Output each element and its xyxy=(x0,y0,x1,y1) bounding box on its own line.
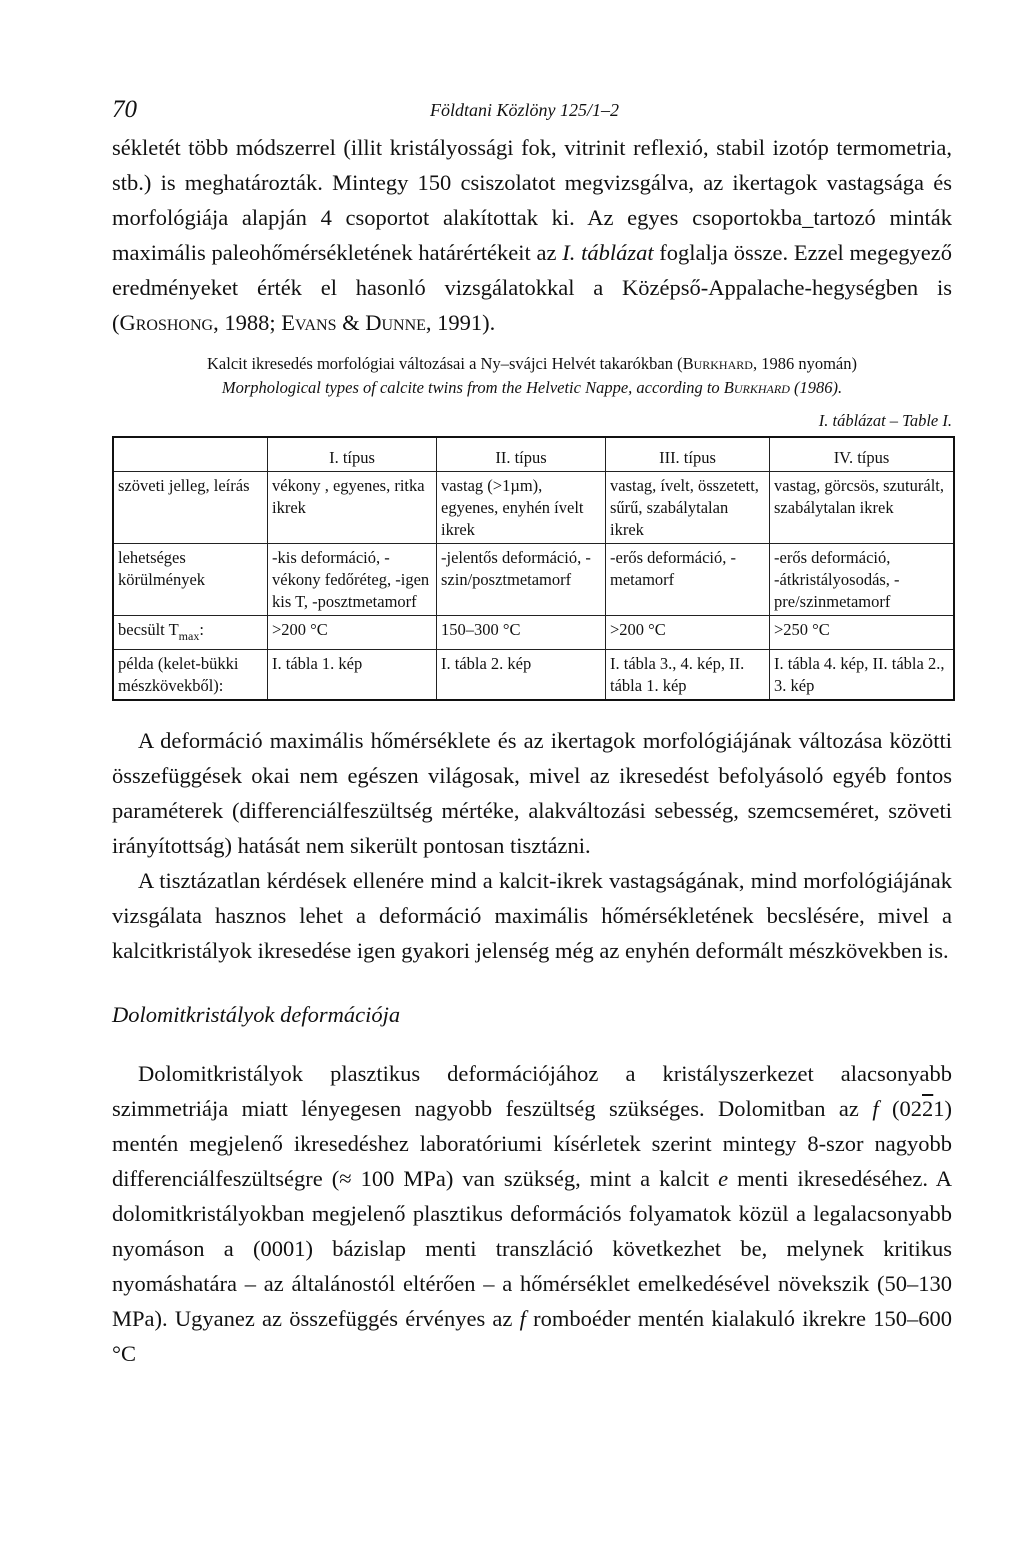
table-cell: vastag (>1µm), egyenes, enyhén ívelt ikrek xyxy=(437,472,606,544)
header-cell-type-1: I. típus xyxy=(268,437,437,472)
table-cell: 150–300 °C xyxy=(437,616,606,650)
intro-paragraph xyxy=(112,130,952,340)
intro-text-2: foglalja össze. Ezzel megegyező eredményeket érték el hasonló vizsgálatokkal a Középső-Appalache-hegységben is ( xyxy=(112,240,952,335)
table-cell: -jelentős deformáció, -szin/posztmetamorf xyxy=(437,544,606,616)
row-label-subscript: max xyxy=(178,629,200,643)
caption-english xyxy=(112,376,952,400)
header-cell-type-2: II. típus xyxy=(437,437,606,472)
spacer xyxy=(112,701,952,723)
caption-en-year: (1986). xyxy=(789,378,843,397)
table-row xyxy=(113,616,954,650)
table-cell: >200 °C xyxy=(606,616,770,650)
row-label: lehetséges körülmények xyxy=(113,544,268,616)
caption-hu-year: , 1986 nyomán) xyxy=(752,354,857,373)
running-head: Földtani Közlöny 125/1–2 xyxy=(430,100,619,120)
table-cell: I. tábla 3., 4. kép, II. tábla 1. kép xyxy=(606,650,770,701)
table-label: I. táblázat – Table I. xyxy=(818,411,952,430)
twin-plane-e: e xyxy=(718,1166,729,1191)
twin-plane-f: f xyxy=(872,1096,879,1121)
table-cell: I. tábla 2. kép xyxy=(437,650,606,701)
header-cell-type-4: IV. típus xyxy=(770,437,955,472)
section-text-5: romboéder mentén kialakuló ikrekre 150–600 °C xyxy=(112,1306,952,1366)
table-cell: vastag, ívelt, összetett, sűrű, szabálytalan ikrek xyxy=(606,472,770,544)
table-row xyxy=(113,650,954,701)
header-cell-empty xyxy=(113,437,268,472)
header-cell-type-3: III. típus xyxy=(606,437,770,472)
caption-hu-text: Kalcit ikresedés morfológiai változásai a Ny–svájci Helvét takarókban ( xyxy=(207,354,683,373)
table-reference: I. táblázat xyxy=(562,240,654,265)
table-cell: vastag, görcsös, szuturált, szabálytalan ikrek xyxy=(770,472,955,544)
table-row xyxy=(113,544,954,616)
row-label-suffix: : xyxy=(199,620,204,639)
page-header xyxy=(112,96,952,130)
page-number: 70 xyxy=(112,96,137,123)
page xyxy=(112,96,952,1371)
section-text-4: menti ikresedéséhez. A dolomitkristályokban megjelenő plasztikus deformációs folyamatok közül a legalacsonyabb nyomáson a (0001) bázislap menti transzláció következhet be, melynek kritikus nyomáshatára – az általánostól eltérően – a hőmérséklet emelkedésével növekszik (50–130 MPa). Ugyanez az összefüggés érvényes az xyxy=(112,1166,952,1331)
citation-year-1: , 1988; xyxy=(213,310,282,335)
row-label xyxy=(113,616,268,650)
body-paragraph-1: A deformáció maximális hőmérséklete és az ikertagok morfológiájának változása közötti összefüggések okai nem egészen világosak, mivel az ikresedést befolyásoló egyéb fontos paraméterek (differenciálfeszültség mértéke, alakváltozási sebesség, szemcseméret, szöveti irányítottság) hatását nem sikerült pontosan tisztázni. xyxy=(112,728,952,858)
citation-author-1: Groshong xyxy=(119,310,214,335)
calcite-twin-table xyxy=(112,436,955,701)
section-text-3: 1) mentén megjelenő ikresedéshez laboratóriumi kísérletek szerint mintegy 8-szor nagyobb differenciálfeszültségre (≈ 100 MPa) van szükség, mint a kalcit xyxy=(112,1096,952,1191)
section-text-1: Dolomitkristályok plasztikus deformációjához a kristályszerkezet alacsonyabb szimmetriája miatt lényegesen nagyobb feszültség szükséges. Dolomitban az xyxy=(112,1061,952,1121)
table-cell: >200 °C xyxy=(268,616,437,650)
citation-author-2: Evans & Dunne xyxy=(281,310,426,335)
section-title: Dolomitkristályok deformációja xyxy=(112,1002,401,1027)
table-cell: -erős deformáció, -metamorf xyxy=(606,544,770,616)
table-cell: I. tábla 1. kép xyxy=(268,650,437,701)
section-text-2: (02 xyxy=(878,1096,922,1121)
table-cell: >250 °C xyxy=(770,616,955,650)
table-cell: I. tábla 4. kép, II. tábla 2., 3. kép xyxy=(770,650,955,701)
table-cell: -erős deformáció, -átkristályosodás, -pre/szinmetamorf xyxy=(770,544,955,616)
body-paragraph-2: A tisztázatlan kérdések ellenére mind a kalcit-ikrek vastagságának, mind morfológiájának vizsgálata hasznos lehet a deformáció maximális hőmérsékletének becslésére, mivel a kalcitkristályok ikresedése igen gyakori jelenség még az enyhén deformált mészkövekben is. xyxy=(112,868,952,963)
twin-plane-f-2: f xyxy=(519,1306,526,1331)
table-header-row xyxy=(113,437,954,472)
row-label: példa (kelet-bükki mészkövekből): xyxy=(113,650,268,701)
caption-en-text: Morphological types of calcite twins from the Helvetic Nappe, according to xyxy=(221,378,724,397)
caption-hu-author: Burkhard xyxy=(682,354,753,373)
table-row xyxy=(113,472,954,544)
table-caption xyxy=(112,352,952,400)
table-cell: vékony , egyenes, ritka ikrek xyxy=(268,472,437,544)
caption-en-author: Burkhard xyxy=(723,378,790,397)
intro-text-1: sékletét több módszerrel (illit kristályossági fok, vitrinit reflexió, stabil izotóp termometria, stb.) is meghatározták. Mintegy 150 csiszolatot megvizsgálva, az ikertagok vastagsága és morfológiája alapján 4 csoportot alakítottak ki. Az egyes csoportokba_tartozó minták maximális paleohőmérsékletének határértékeit az xyxy=(112,135,952,265)
citation-year-2: , 1991). xyxy=(425,310,496,335)
caption-hungarian xyxy=(112,352,952,376)
miller-index-bar: 2 xyxy=(922,1096,934,1121)
row-label-main: becsült T xyxy=(118,620,179,639)
section-paragraph xyxy=(112,1056,952,1371)
table-cell: -kis deformáció, -vékony fedőréteg, -igen kis T, -posztmetamorf xyxy=(268,544,437,616)
row-label: szöveti jelleg, leírás xyxy=(113,472,268,544)
